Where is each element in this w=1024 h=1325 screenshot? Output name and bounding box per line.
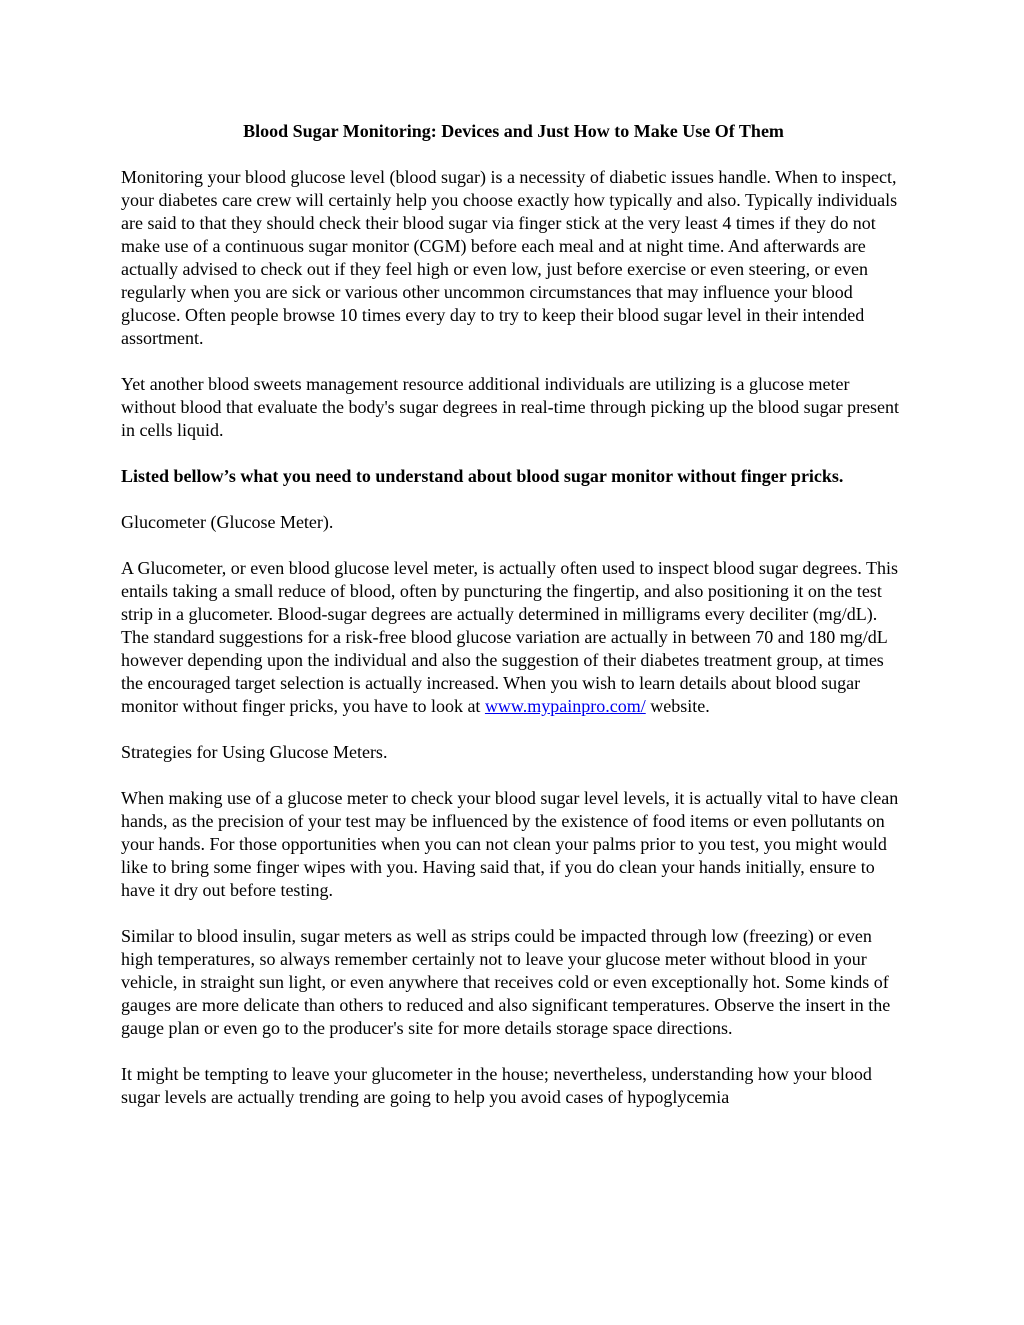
document-title: Blood Sugar Monitoring: Devices and Just How to Make Use Of Them bbox=[243, 121, 784, 141]
paragraph-temperatures: Similar to blood insulin, sugar meters as well as strips could be impacted through low (freezing) or even high temperatures, so always remember certainly not to leave your glucose meter without blood in your vehicle, in straight sun light, or even anywhere that receives cold or even exceptionally hot. Some kinds of gauges are more delicate than others to reduced and also significant temperatures. Observe the insert in the gauge plan or even go to the producer's site for more details storage space directions. bbox=[121, 926, 891, 1038]
website-link[interactable]: www.mypainpro.com/ bbox=[484, 696, 646, 716]
paragraph-glucometer-tail: website. bbox=[645, 696, 710, 716]
paragraph-glucometer-text: A Glucometer, or even blood glucose level meter, is actually often used to inspect blood sugar degrees. This entails taking a small reduce of blood, often by puncturing the fingertip, and also positioning it on the test strip in a glucometer. Blood-sugar degrees are actually determined in milligrams every deciliter (mg/dL). The standard suggestions for a risk-free blood glucose variation are actually in between 70 and 180 mg/dL however depending upon the individual and also the suggestion of their diabetes treatment group, at times the encouraged target selection is actually increased. When you wish to learn details about blood sugar monitor without finger pricks, you have to look at bbox=[121, 558, 899, 716]
subheading-finger-pricks: Listed bellow’s what you need to understand about blood sugar monitor without finger pricks. bbox=[121, 466, 844, 486]
document-body bbox=[121, 120, 906, 1132]
heading-glucometer: Glucometer (Glucose Meter). bbox=[121, 512, 334, 532]
paragraph-tempting: It might be tempting to leave your glucometer in the house; nevertheless, understanding how your blood sugar levels are actually trending are going to help you avoid cases of hypoglycemia bbox=[121, 1064, 872, 1107]
paragraph-monitoring: Monitoring your blood glucose level (blood sugar) is a necessity of diabetic issues handle. When to inspect, your diabetes care crew will certainly help you choose exactly how typically and also. Typically individuals are said to that they should check their blood sugar via finger stick at the very least 4 times if they do not make use of a continuous sugar monitor (CGM) before each meal and at night time. And afterwards are actually advised to check out if they feel high or even low, just before exercise or even steering, or even regularly when you are sick or various other uncommon circumstances that may influence your blood glucose. Often people browse 10 times every day to try to keep their blood sugar level in their intended assortment. bbox=[121, 167, 898, 348]
paragraph-another-resource: Yet another blood sweets management resource additional individuals are utilizing is a glucose meter without blood that evaluate the body's sugar degrees in real-time through picking up the blood sugar present in cells liquid. bbox=[121, 374, 900, 440]
paragraph-clean-hands: When making use of a glucose meter to check your blood sugar level levels, it is actually vital to have clean hands, as the precision of your test may be influenced by the existence of food items or even pollutants on your hands. For those opportunities when you can not clean your palms prior to you test, you might would like to bring some finger wipes with you. Having said that, if you do clean your hands initially, ensure to have it dry out before testing. bbox=[121, 788, 899, 900]
paragraph-glucometer bbox=[121, 557, 906, 718]
heading-strategies: Strategies for Using Glucose Meters. bbox=[121, 742, 388, 762]
